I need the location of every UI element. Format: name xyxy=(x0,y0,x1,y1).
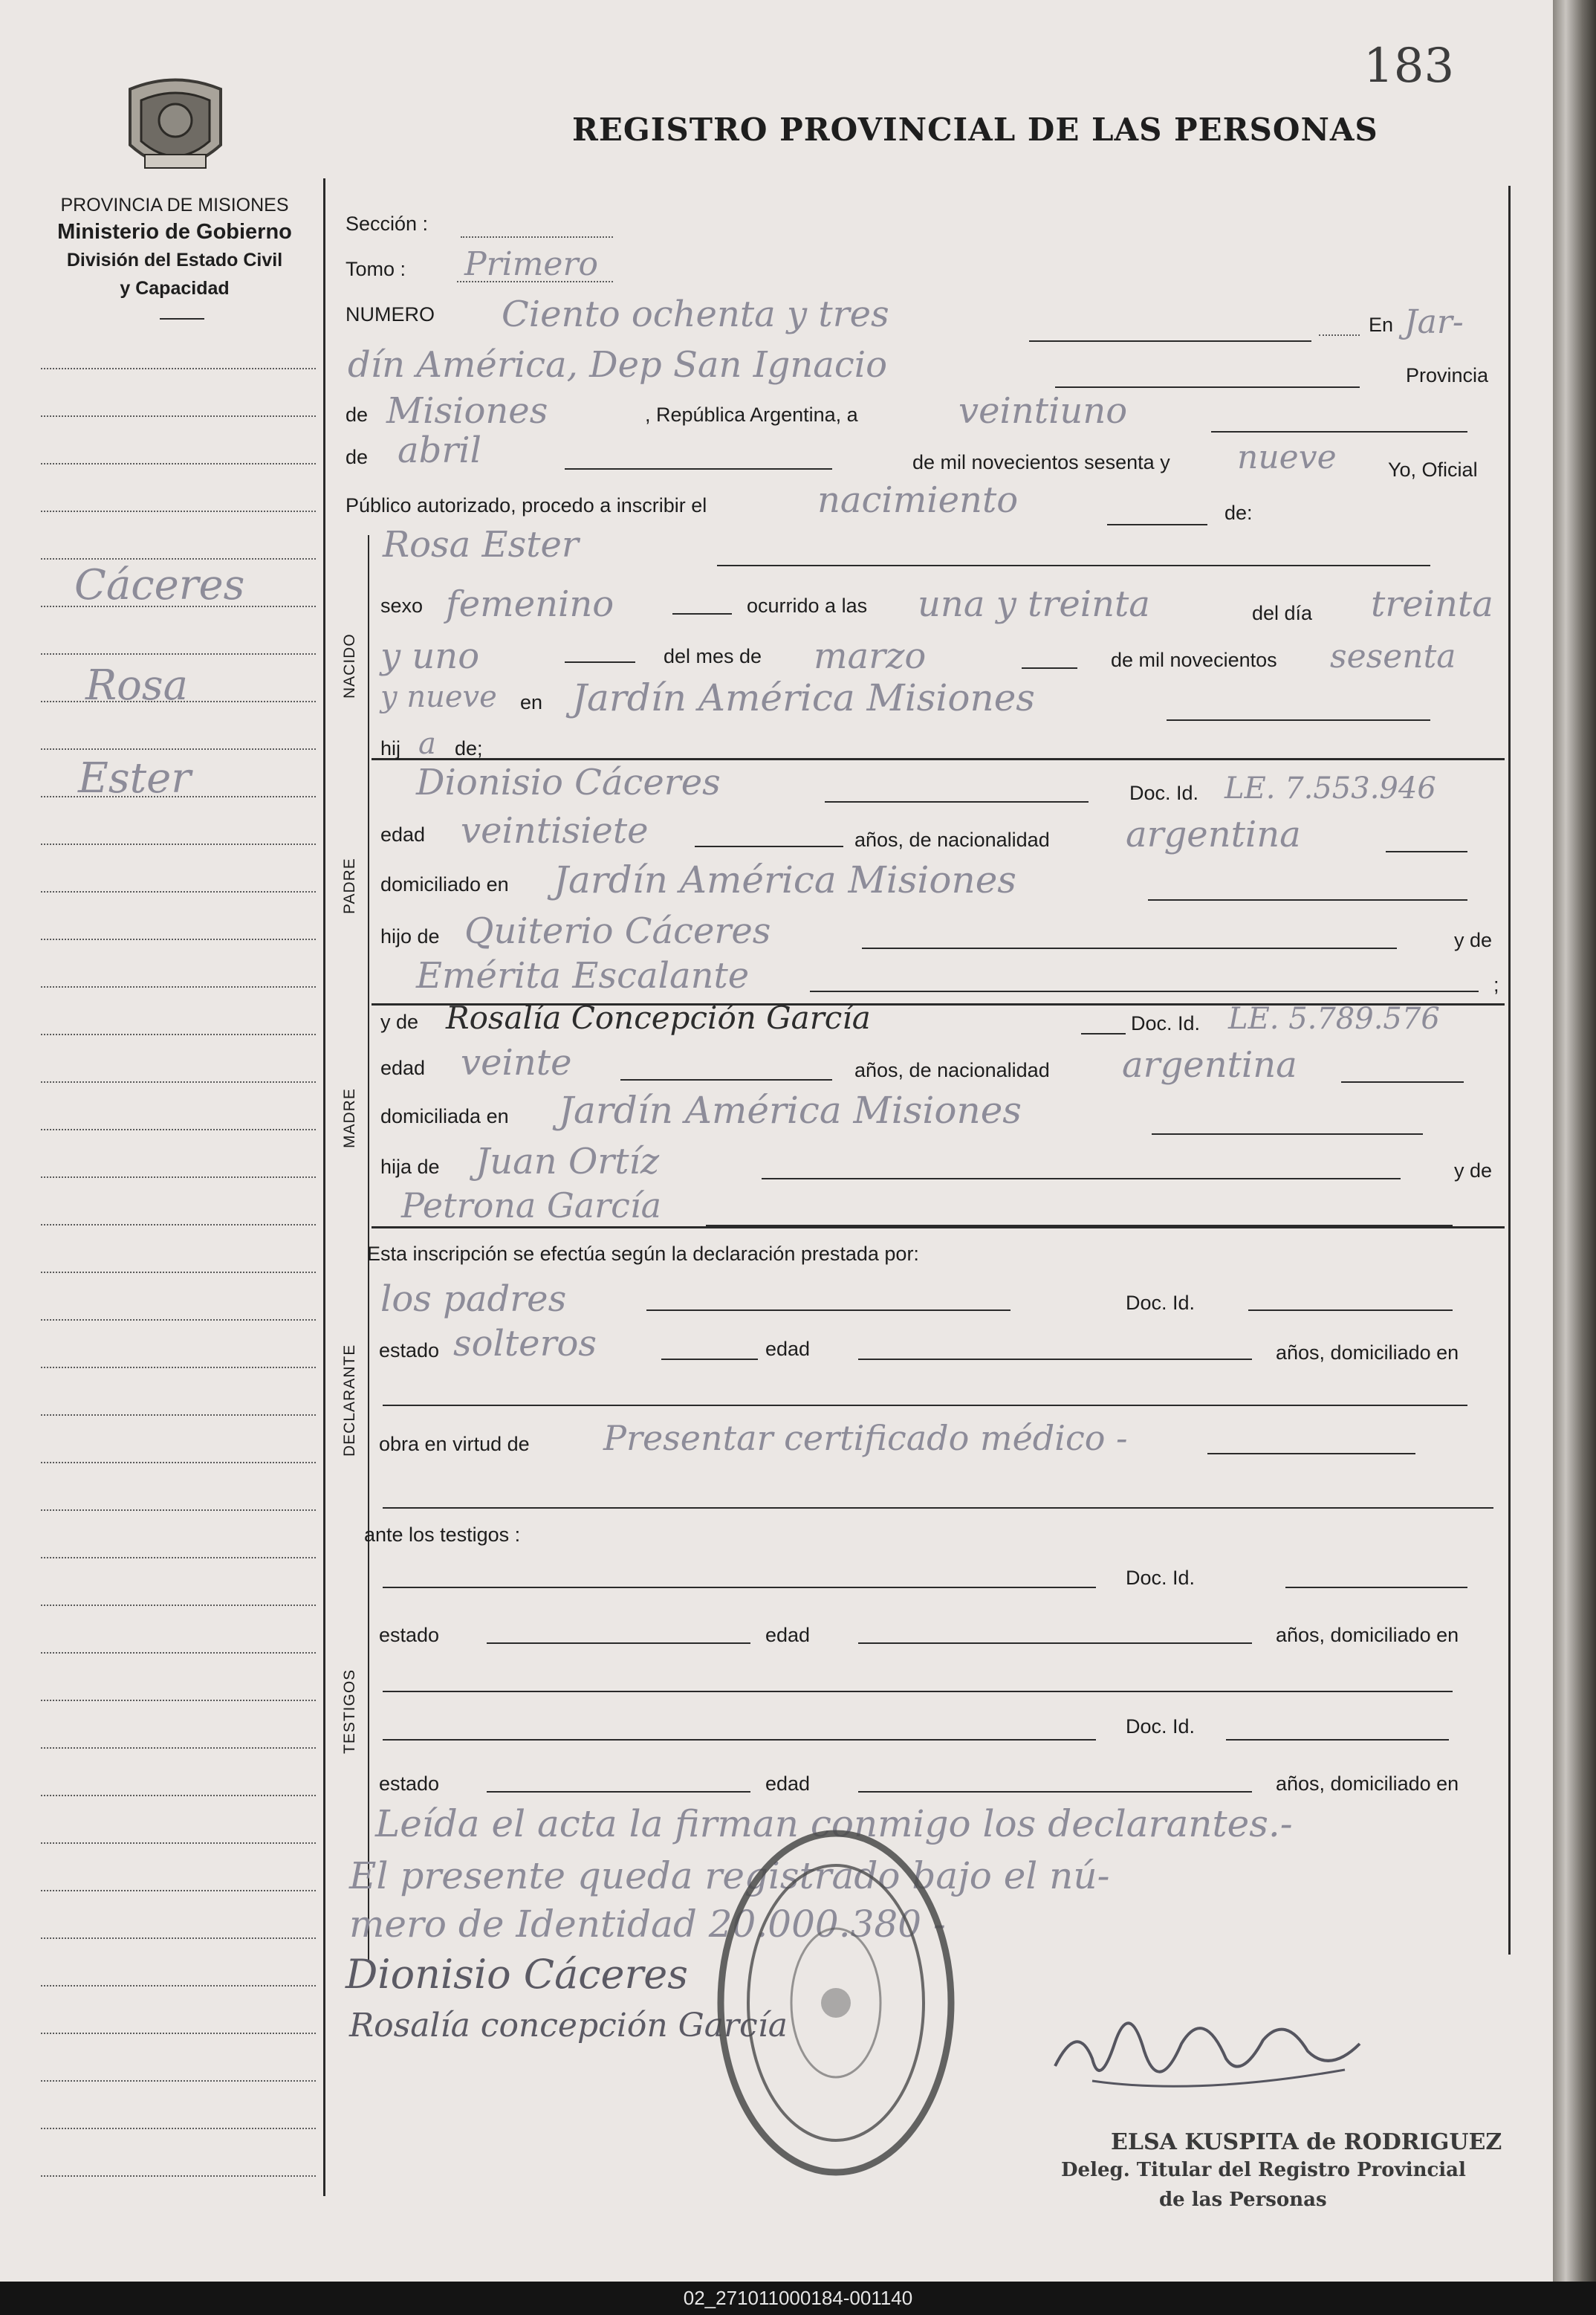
obra-line-2 xyxy=(383,1507,1493,1509)
label-de-colon: de: xyxy=(1224,502,1253,524)
hij-suffix-value: a xyxy=(418,727,436,761)
margin-second-name: Ester xyxy=(78,754,192,803)
declarante-estado-line xyxy=(661,1359,758,1360)
margin-ruled-line xyxy=(41,986,316,988)
margin-ruled-line xyxy=(41,1509,316,1511)
label-seccion: Sección : xyxy=(346,213,429,235)
tomo-value: Primero xyxy=(464,245,598,283)
label-estado-declarante: estado xyxy=(379,1339,440,1362)
mes-nac-line xyxy=(1022,667,1077,669)
dia-nac-value-1: treinta xyxy=(1371,583,1493,625)
label-tomo: Tomo : xyxy=(346,258,406,280)
label-y-de-padre: y de xyxy=(1454,929,1493,951)
testigo1-edad-line xyxy=(858,1642,1252,1644)
label-edad-testigo2: edad xyxy=(765,1772,811,1795)
madre-edad-value: veinte xyxy=(461,1042,572,1084)
padre-edad-line xyxy=(695,846,843,847)
padre-nombre-value: Dionisio Cáceres xyxy=(416,762,721,803)
margin-ruled-line xyxy=(41,1890,316,1891)
label-anos-dom-testigo2: años, domiciliado en xyxy=(1276,1772,1459,1795)
label-sexo: sexo xyxy=(380,595,424,617)
label-testigos: ante los testigos : xyxy=(364,1524,521,1546)
seccion-line xyxy=(461,236,613,238)
label-doc-id-testigo2: Doc. Id. xyxy=(1126,1715,1196,1738)
label-edad-declarante: edad xyxy=(765,1338,811,1360)
madre-doc-value: LE. 5.789.576 xyxy=(1228,1002,1440,1036)
padre-nac-value: argentina xyxy=(1126,814,1301,855)
declarante-estado-value: solteros xyxy=(453,1323,597,1364)
padre-hijo-de-line xyxy=(862,948,1397,949)
padre-doc-value: LE. 7.553.946 xyxy=(1224,771,1436,806)
testigo2-doc-line xyxy=(1226,1739,1449,1741)
main-border-right xyxy=(1508,186,1511,1955)
label-inscripcion: Esta inscripción se efectúa según la declaración prestada por: xyxy=(367,1243,919,1265)
margin-surname: Cáceres xyxy=(74,561,245,609)
margin-ruled-line xyxy=(41,1462,316,1463)
province-crest-icon xyxy=(123,74,228,186)
numero-line xyxy=(1029,340,1311,342)
label-de-2: de xyxy=(346,446,369,468)
mes-nac-value: marzo xyxy=(814,635,927,677)
label-anos-dom-testigo1: años, domiciliado en xyxy=(1276,1624,1459,1646)
label-anos-nac-padre: años, de nacionalidad xyxy=(854,829,1050,851)
label-edad-padre: edad xyxy=(380,823,426,846)
sexo-value: femenino xyxy=(446,583,614,625)
side-label-declarante: DECLARANTE xyxy=(341,1344,358,1457)
testigo1-dom-line xyxy=(383,1691,1453,1692)
label-anos-dom-declarante: años, domiciliado en xyxy=(1276,1341,1459,1364)
label-semicolon: ; xyxy=(1493,974,1499,996)
label-publico: Público autorizado, procedo a inscribir el xyxy=(346,494,707,517)
declarante-doc-line xyxy=(1248,1309,1453,1311)
padre-hijo-de-value-2: Emérita Escalante xyxy=(416,955,750,997)
nacido-separator xyxy=(372,758,1505,760)
margin-ruled-line xyxy=(41,1367,316,1368)
madre-separator xyxy=(372,1226,1505,1228)
label-edad-madre: edad xyxy=(380,1057,426,1079)
margin-ruled-line xyxy=(41,1795,316,1796)
header-rule xyxy=(160,318,204,320)
dia-value: veintiuno xyxy=(958,390,1128,432)
province-name: PROVINCIA DE MISIONES xyxy=(60,195,289,216)
sexo-line xyxy=(672,613,732,615)
margin-ruled-line xyxy=(41,1414,316,1416)
madre-hija-de-value: Juan Ortíz xyxy=(476,1141,660,1182)
margin-ruled-line xyxy=(41,2128,316,2129)
obra-line xyxy=(1207,1453,1415,1454)
official-title-line-2: de las Personas xyxy=(1159,2189,1327,2211)
mes-line xyxy=(565,468,832,470)
label-domiciliado-padre: domiciliado en xyxy=(380,873,509,896)
declarante-edad-line xyxy=(858,1359,1252,1360)
madre-hija-de-value-2: Petrona García xyxy=(401,1185,662,1226)
document-title: REGISTRO PROVINCIAL DE LAS PERSONAS xyxy=(572,111,1378,148)
madre-hija-de-line-2 xyxy=(706,1225,1453,1226)
margin-ruled-line xyxy=(41,1319,316,1321)
nombre-line xyxy=(717,565,1430,566)
madre-nac-value: argentina xyxy=(1122,1044,1297,1086)
firma-madre: Rosalía concepción García xyxy=(349,2007,788,2044)
margin-ruled-line xyxy=(41,558,316,560)
en-value-part1: Jar- xyxy=(1404,303,1464,341)
label-doc-id-madre: Doc. Id. xyxy=(1131,1012,1201,1035)
margin-ruled-line xyxy=(41,1700,316,1701)
label-en-2: en xyxy=(520,691,543,713)
label-provincia: Provincia xyxy=(1406,364,1489,386)
label-anos-nac-madre: años, de nacionalidad xyxy=(854,1059,1050,1081)
official-seal-stamp xyxy=(713,1825,958,2181)
padre-nombre-line xyxy=(825,801,1089,803)
side-label-testigos: TESTIGOS xyxy=(341,1668,358,1754)
side-label-madre: MADRE xyxy=(341,1088,358,1148)
official-title-line-1: Deleg. Titular del Registro Provincial xyxy=(1061,2159,1466,2181)
division-line-2: y Capacidad xyxy=(120,278,230,299)
numero-value: Ciento ochenta y tres xyxy=(502,294,889,335)
madre-nac-line xyxy=(1341,1081,1464,1083)
testigo2-estado-line xyxy=(487,1791,750,1793)
padre-edad-value: veintisiete xyxy=(461,810,649,852)
anio-nac-value-1: sesenta xyxy=(1330,638,1456,676)
margin-ruled-line xyxy=(41,1985,316,1987)
margin-ruled-line xyxy=(41,415,316,417)
madre-dom-line xyxy=(1152,1133,1423,1135)
madre-edad-line xyxy=(620,1079,832,1081)
obra-value: Presentar certificado médico - xyxy=(603,1418,1128,1458)
label-hijo-de: hijo de xyxy=(380,925,440,948)
dia-nac-value-2: y uno xyxy=(380,635,480,677)
margin-ruled-line xyxy=(41,1937,316,1939)
label-del-dia: del día xyxy=(1252,602,1313,624)
label-doc-id-declarante: Doc. Id. xyxy=(1126,1292,1196,1314)
declarante-line xyxy=(646,1309,1011,1311)
testigo1-estado-line xyxy=(487,1642,750,1644)
margin-ruled-line xyxy=(41,1034,316,1035)
label-en: En xyxy=(1369,314,1394,336)
label-edad-testigo1: edad xyxy=(765,1624,811,1646)
side-label-padre: PADRE xyxy=(341,858,358,914)
madre-dom-value: Jardín América Misiones xyxy=(559,1089,1022,1132)
label-estado-testigo1: estado xyxy=(379,1624,440,1646)
padre-dom-line xyxy=(1148,899,1467,901)
label-numero: NUMERO xyxy=(346,303,435,326)
dia-nac-line xyxy=(565,661,635,663)
label-yo-oficial: Yo, Oficial xyxy=(1388,459,1478,481)
margin-ruled-line xyxy=(41,939,316,940)
label-ocurrido: ocurrido a las xyxy=(747,595,868,617)
margin-ruled-line xyxy=(41,2033,316,2034)
en-line xyxy=(1055,386,1360,388)
label-mil-novecientos: de mil novecientos xyxy=(1111,649,1277,671)
nota-line-3: mero de Identidad 20.000.380 - xyxy=(349,1903,946,1946)
provincia-value: Misiones xyxy=(386,390,548,432)
margin-ruled-line xyxy=(41,1605,316,1606)
testigo1-doc-line xyxy=(1285,1587,1467,1588)
label-domiciliada-madre: domiciliada en xyxy=(380,1105,509,1127)
margin-ruled-line xyxy=(41,653,316,655)
division-line-1: División del Estado Civil xyxy=(66,250,283,271)
label-estado-testigo2: estado xyxy=(379,1772,440,1795)
anio-nac-value-2: y nueve xyxy=(380,680,497,714)
hora-value: una y treinta xyxy=(918,583,1150,625)
label-hija-de: hija de xyxy=(380,1156,440,1178)
margin-ruled-line xyxy=(41,463,316,464)
tomo-line xyxy=(457,281,613,282)
margin-ruled-line xyxy=(41,844,316,845)
margin-ruled-line xyxy=(41,2175,316,2177)
nota-line-2: El presente queda registrado bajo el nú- xyxy=(349,1854,1110,1897)
nota-line-1: Leída el acta la firman conmigo los declarantes.- xyxy=(375,1802,1293,1845)
label-de-semi: de; xyxy=(455,737,483,760)
nombre-value: Rosa Ester xyxy=(383,524,579,566)
label-y-de-madre: y de xyxy=(380,1011,419,1033)
margin-ruled-line xyxy=(41,1842,316,1844)
declarante-dom-line xyxy=(383,1405,1467,1406)
anio-value: nueve xyxy=(1237,438,1337,476)
margin-first-name: Rosa xyxy=(85,661,189,710)
mes-value: abril xyxy=(398,430,481,471)
testigo2-edad-line xyxy=(858,1791,1252,1793)
margin-ruled-line xyxy=(41,368,316,369)
margin-ruled-line xyxy=(41,1129,316,1130)
label-republica: , República Argentina, a xyxy=(645,404,858,426)
padre-nac-line xyxy=(1386,851,1467,852)
margin-ruled-line xyxy=(41,1224,316,1226)
ministry-name: Ministerio de Gobierno xyxy=(57,220,292,244)
padre-hijo-de-line-2 xyxy=(810,991,1479,992)
margin-ruled-line xyxy=(41,1652,316,1654)
margin-ruled-line xyxy=(41,1176,316,1178)
book-binding-edge xyxy=(1553,0,1596,2282)
label-doc-id-testigo1: Doc. Id. xyxy=(1126,1567,1196,1589)
label-doc-id: Doc. Id. xyxy=(1129,782,1199,804)
official-name: ELSA KUSPITA de RODRIGUEZ xyxy=(1111,2129,1502,2155)
madre-nombre-line xyxy=(1081,1033,1126,1035)
margin-ruled-line xyxy=(41,891,316,893)
testigo2-line xyxy=(383,1739,1096,1741)
dia-line xyxy=(1211,431,1467,433)
padre-hijo-de-value: Quiterio Cáceres xyxy=(464,910,771,952)
testigo1-line xyxy=(383,1587,1096,1588)
margin-ruled-line xyxy=(41,1081,316,1083)
margin-ruled-line xyxy=(41,1747,316,1749)
margin-ruled-line xyxy=(41,1557,316,1558)
en-value-part2: dín América, Dep San Ignacio xyxy=(348,344,888,386)
lugar-nac-line xyxy=(1167,719,1430,721)
page-number: 183 xyxy=(1363,39,1455,94)
label-y-de-madre-2: y de xyxy=(1454,1159,1493,1182)
label-mil-sesenta: de mil novecientos sesenta y xyxy=(912,451,1170,473)
footer-image-id: 02_271011000184-001140 xyxy=(683,2287,913,2309)
label-obra: obra en virtud de xyxy=(379,1433,530,1455)
margin-ruled-line xyxy=(41,1272,316,1273)
main-border-left xyxy=(323,178,325,2196)
acto-value: nacimiento xyxy=(817,479,1019,521)
madre-hija-de-line xyxy=(762,1178,1401,1179)
padre-dom-value: Jardín América Misiones xyxy=(554,858,1016,901)
margin-ruled-line xyxy=(41,748,316,750)
declarante-value: los padres xyxy=(380,1278,567,1320)
margin-ruled-line xyxy=(41,511,316,512)
lugar-nac-value: Jardín América Misiones xyxy=(572,676,1035,719)
numero-dots xyxy=(1319,334,1360,336)
label-hij: hij xyxy=(380,737,401,760)
madre-nombre-value: Rosalía Concepción García xyxy=(446,1000,871,1036)
label-de: de xyxy=(346,404,369,426)
margin-ruled-line xyxy=(41,2080,316,2082)
label-del-mes: del mes de xyxy=(664,645,762,667)
firma-padre: Dionisio Cáceres xyxy=(346,1951,688,1998)
official-signature-icon xyxy=(1048,1999,1375,2111)
side-label-nacido: NACIDO xyxy=(341,633,358,699)
acto-line xyxy=(1107,524,1207,525)
